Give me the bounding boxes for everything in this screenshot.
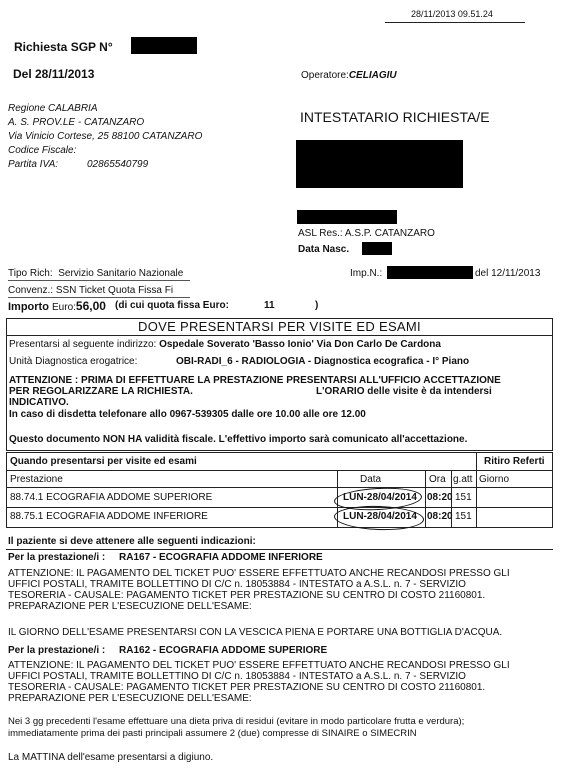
block2-label: Per la prestazione/i : [8,645,106,656]
holder-birth-label: Data Nasc. [298,244,350,255]
fixed-quota-close: ) [315,300,319,311]
col-day: Giorno [479,474,510,485]
request-date: Del 28/11/2013 [13,67,95,81]
block1-label: Per la prestazione/i : [8,552,106,563]
block2-line2: UFFICI POSTALI, TRAMITE BOLLETTINO DI C/C n. 18053884 - INTESTATO a A.S.L. n. 7 - SERVIZIO [8,671,466,682]
col-date: Data [360,474,382,485]
fixed-quota-value: 11 [264,300,275,311]
col-gatt: g.att [453,474,473,485]
where-title-divider [6,335,553,336]
block2-line4: PREPARAZIONE PER L'ESECUZIONE DELL'ESAME: [8,693,252,704]
convention-label: Convenz.: [8,285,54,296]
referti-title: Ritiro Referti [484,456,545,467]
block2-line3: TESORERIA - CAUSALE: PAGAMENTO TICKET PER PRESTAZIONE SU CENTRO DI COSTO 21160801. [8,682,486,693]
issuer-fiscal-code-label: Codice Fiscale: [8,145,77,156]
request-number-label: Richiesta SGP N° [14,40,113,54]
block2-line7: La MATTINA dell'esame presentarsi a digiuno. [8,752,214,763]
holder-asl [298,228,435,239]
block1-line4: PREPARAZIONE PER L'ESECUZIONE DELL'ESAME: [8,601,252,612]
where-unit-label: Unità Diagnostica erogatrice: [9,356,138,367]
schedule-col-divider [6,487,553,488]
fiscal-note: Questo documento NON HA validità fiscale. L'effettivo importo sarà comunicato all'accettazione. [9,434,468,445]
issuer-address: Via Vinicio Cortese, 25 88100 CATANZARO [8,131,203,142]
row1-gatt: 151 [455,492,472,503]
fixed-quota-label: (di cui quota fissa Euro: [115,300,229,311]
operator-name: CELIAGIU [348,70,397,81]
block2-line5: Nei 3 gg precedenti l'esame effettuare una dieta priva di residui (evitare in modo particolare frutta e verdura); [8,716,465,727]
attention-line-2b: L'ORARIO delle visite è da intendersi [316,386,492,397]
amount-value: 56,00 [75,299,106,313]
block1-line5: IL GIORNO DELL'ESAME PRESENTARSI CON LA VESCICA PIENA E PORTARE UNA BOTTIGLIA D'ACQUA. [8,627,503,638]
holder-asl-label: ASL Res.: [298,228,343,239]
instructions-divider [6,549,553,550]
print-timestamp: 28/11/2013 09.51.24 [411,9,493,19]
redacted-birth-date [362,242,392,255]
operator-label: Operatore: [301,70,349,81]
issuer-region: Regione CALABRIA [8,103,98,114]
issuer-vat-label: Partita IVA: [8,159,59,170]
where-unit-value: OBI-RADI_6 - RADIOLOGIA - Diagnostica ecografica - I° Piano [176,356,470,367]
request-type [8,268,183,279]
timestamp-underline [385,22,525,23]
convention-underline [8,297,190,298]
row2-date: LUN-28/04/2014 [343,511,417,522]
attention-line-1: ATTENZIONE : PRIMA DI EFFETTUARE LA PRESTAZIONE PRESENTARSI ALL'UFFICIO ACCETTAZIONE [9,375,501,386]
issuer-name: A. S. PROV.LE - CATANZARO [8,117,145,128]
holder-title: INTESTATARIO RICHIESTA/E [300,109,490,125]
where-title: DOVE PRESENTARSI PER VISITE ED ESAMI [138,319,421,334]
row2-gatt: 151 [455,511,472,522]
where-address [9,339,441,350]
attention-line-2a: PER REGOLARIZZARE LA RICHIESTA. [9,386,193,397]
schedule-header-divider [6,470,553,471]
row1-date: LUN-28/04/2014 [343,492,417,503]
row2-time: 08:20 [427,511,453,522]
holder-asl-value: A.S.P. CATANZARO [344,228,435,239]
request-type-underline [8,280,190,281]
block1-line2: UFFICI POSTALI, TRAMITE BOLLETTINO DI C/C n. 18053884 - INTESTATO a A.S.L. n. 7 - SERVIZIO [8,579,466,590]
redacted-holder-name [296,140,463,188]
redacted-request-number [131,37,197,54]
instructions-intro: Il paziente si deve attenere alle seguenti indicazioni: [8,536,256,547]
amount-row [8,299,106,313]
convention-value: SSN Ticket Quota Fissa Fi [55,285,174,296]
where-address-value: Ospedale Soverato 'Basso Ionio' Via Don Carlo De Cardona [159,339,441,350]
cancel-note: In caso di disdetta telefonare allo 0967-539305 dalle ore 10.00 alle ore 12.00 [9,409,366,420]
redacted-holder-line [297,210,397,224]
block1-code: RA167 - ECOGRAFIA ADDOME INFERIORE [119,552,323,563]
block2-code: RA162 - ECOGRAFIA ADDOME SUPERIORE [119,645,328,656]
block1-line3: TESORERIA - CAUSALE: PAGAMENTO TICKET PER PRESTAZIONE SU CENTRO DI COSTO 21160801. [8,590,486,601]
attention-line-3: INDICATIVO. [9,397,69,408]
col-time: Ora [429,474,446,485]
col-line-time [425,470,426,528]
block2-line1: ATTENZIONE: IL PAGAMENTO DEL TICKET PUO' ESSERE EFFETTUATO ANCHE RECANDOSI PRESSO GLI [8,660,510,671]
schedule-row-divider [6,507,553,508]
amount-label: Importo [8,301,49,313]
amount-currency: Euro: [52,302,76,313]
row1-service: 88.74.1 ECOGRAFIA ADDOME SUPERIORE [10,492,213,503]
row2-service: 88.75.1 ECOGRAFIA ADDOME INFERIORE [10,511,208,522]
col-service: Prestazione [10,474,63,485]
schedule-title: Quando presentarsi per visite ed esami [10,456,197,467]
operator-field [301,70,397,81]
redacted-imp-number [387,266,473,279]
imp-label: Imp.N.: [350,268,383,279]
issuer-vat-value: 02865540799 [87,159,149,170]
where-address-prefix: Presentarsi al seguente indirizzo: [9,339,157,350]
convention [8,285,173,296]
request-type-label: Tipo Rich: [8,268,53,279]
block1-line1: ATTENZIONE: IL PAGAMENTO DEL TICKET PUO' ESSERE EFFETTUATO ANCHE RECANDOSI PRESSO GLI [8,568,510,579]
row1-time: 08:20 [427,492,453,503]
col-line-day [476,452,477,528]
request-type-value: Servizio Sanitario Nazionale [58,268,184,279]
imp-date: del 12/11/2013 [475,268,541,279]
block2-line6: immediatamente prima dei pasti principali assumere 2 (due) compresse di SINAIRE o SIMECRIN [8,728,417,739]
